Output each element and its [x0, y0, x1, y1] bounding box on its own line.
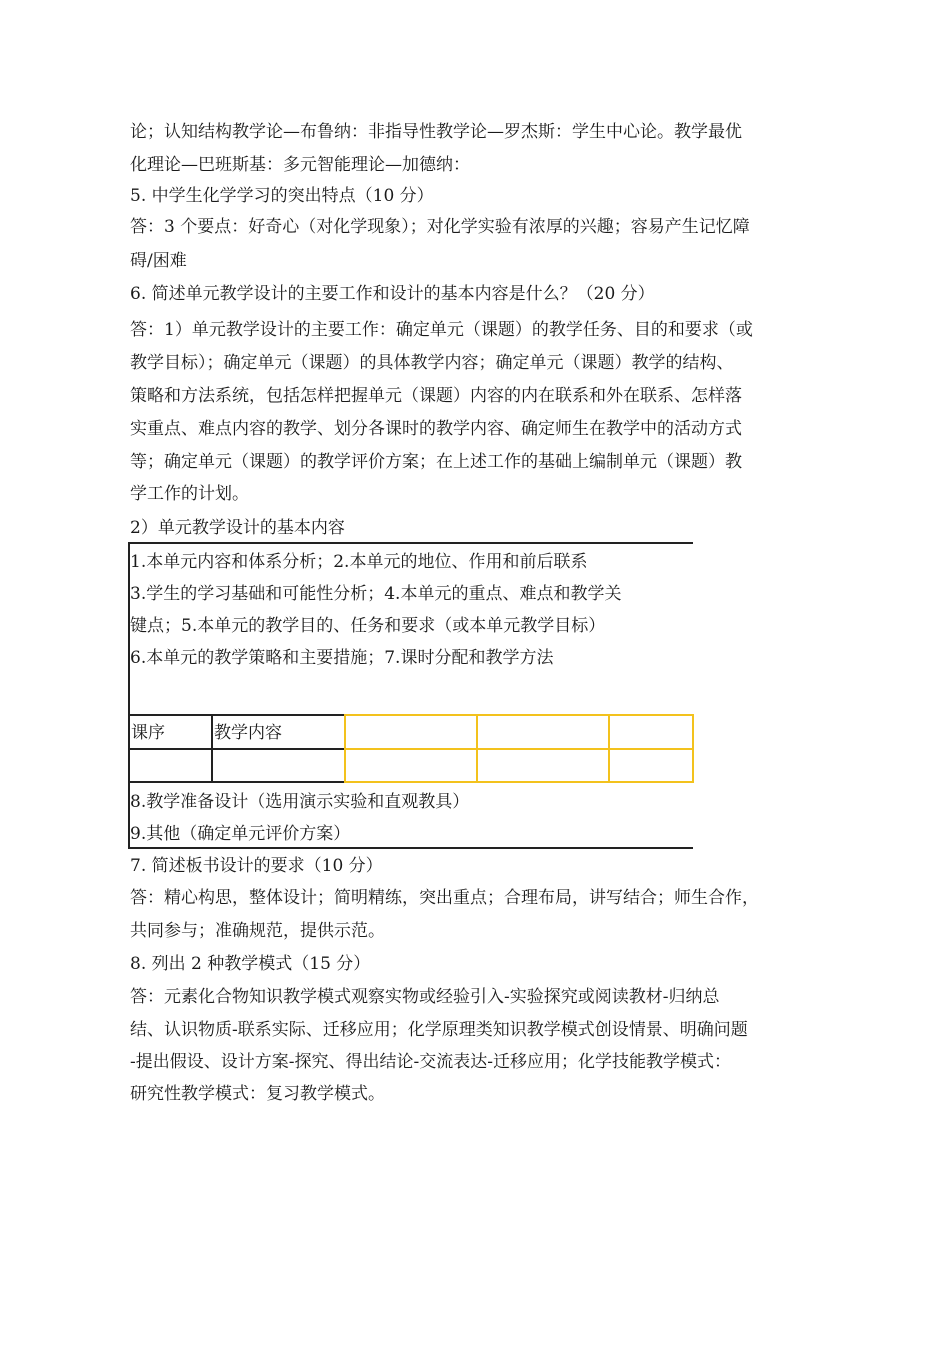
question-7-heading: 7. 简述板书设计的要求（10 分） [130, 856, 383, 876]
answer-8-line: 结、认识物质-联系实际、迁移应用；化学原理类知识教学模式创设情景、明确问题 [130, 1020, 748, 1040]
section-2-title: 2）单元教学设计的基本内容 [130, 518, 345, 538]
question-5-heading: 5. 中学生化学学习的突出特点（10 分） [130, 186, 434, 206]
box-line: 6.本单元的教学策略和主要措施；7.课时分配和教学方法 [130, 648, 554, 668]
answer-8-line: 答：元素化合物知识教学模式观察实物或经验引入-实验探究或阅读教材-归纳总 [130, 987, 720, 1007]
table-cell [608, 748, 694, 783]
answer-6-line: 答：1）单元教学设计的主要工作：确定单元（课题）的教学任务、目的和要求（或 [130, 320, 753, 340]
answer-7-line: 共同参与；准确规范，提供示范。 [130, 921, 385, 941]
answer-6-line: 策略和方法系统，包括怎样把握单元（课题）内容的内在联系和外在联系、怎样落 [130, 386, 742, 406]
answer-8-line: -提出假设、设计方案-探究、得出结论-交流表达-迁移应用；化学技能教学模式： [130, 1052, 731, 1072]
answer-7-line: 答：精心构思，整体设计；简明精练，突出重点；合理布局，讲写结合；师生合作， [130, 888, 759, 908]
answer-6-line: 学工作的计划。 [130, 484, 249, 504]
answer-6-line: 教学目标）；确定单元（课题）的具体教学内容；确定单元（课题）教学的结构、 [130, 353, 734, 373]
answer-6-line: 实重点、难点内容的教学、划分各课时的教学内容、确定师生在教学中的活动方式 [130, 419, 742, 439]
question-6-heading: 6. 简述单元教学设计的主要工作和设计的基本内容是什么？（20 分） [130, 284, 655, 304]
table-header-cell [608, 714, 694, 750]
answer-8-line: 研究性教学模式：复习教学模式。 [130, 1084, 385, 1104]
answer-5-line: 答：3 个要点：好奇心（对化学现象）；对化学实验有浓厚的兴趣；容易产生记忆障 [130, 217, 750, 237]
paragraph-line: 化理论—巴班斯基：多元智能理论—加德纳： [130, 155, 470, 175]
table-cell [128, 748, 213, 783]
table-header-cell: 教学内容 [211, 714, 346, 750]
table-cell [476, 748, 610, 783]
answer-5-line: 碍/困难 [130, 251, 187, 271]
box-line: 8.教学准备设计（选用演示实验和直观教具） [130, 792, 470, 812]
box-line: 3.学生的学习基础和可能性分析；4.本单元的重点、难点和教学关 [130, 584, 622, 604]
box-line: 1.本单元内容和体系分析；2.本单元的地位、作用和前后联系 [130, 552, 588, 572]
table-header-cell: 课序 [128, 714, 213, 750]
table-header-cell [344, 714, 478, 750]
table-header-cell [476, 714, 610, 750]
paragraph-line: 论；认知结构教学论—布鲁纳：非指导性教学论—罗杰斯：学生中心论。教学最优 [130, 122, 742, 142]
table-cell [344, 748, 478, 783]
answer-6-line: 等；确定单元（课题）的教学评价方案；在上述工作的基础上编制单元（课题）教 [130, 452, 742, 472]
question-8-heading: 8. 列出 2 种教学模式（15 分） [130, 954, 371, 974]
box-line: 键点；5.本单元的教学目的、任务和要求（或本单元教学目标） [130, 616, 606, 636]
box-line: 9.其他（确定单元评价方案） [130, 824, 351, 844]
table-cell [211, 748, 346, 783]
